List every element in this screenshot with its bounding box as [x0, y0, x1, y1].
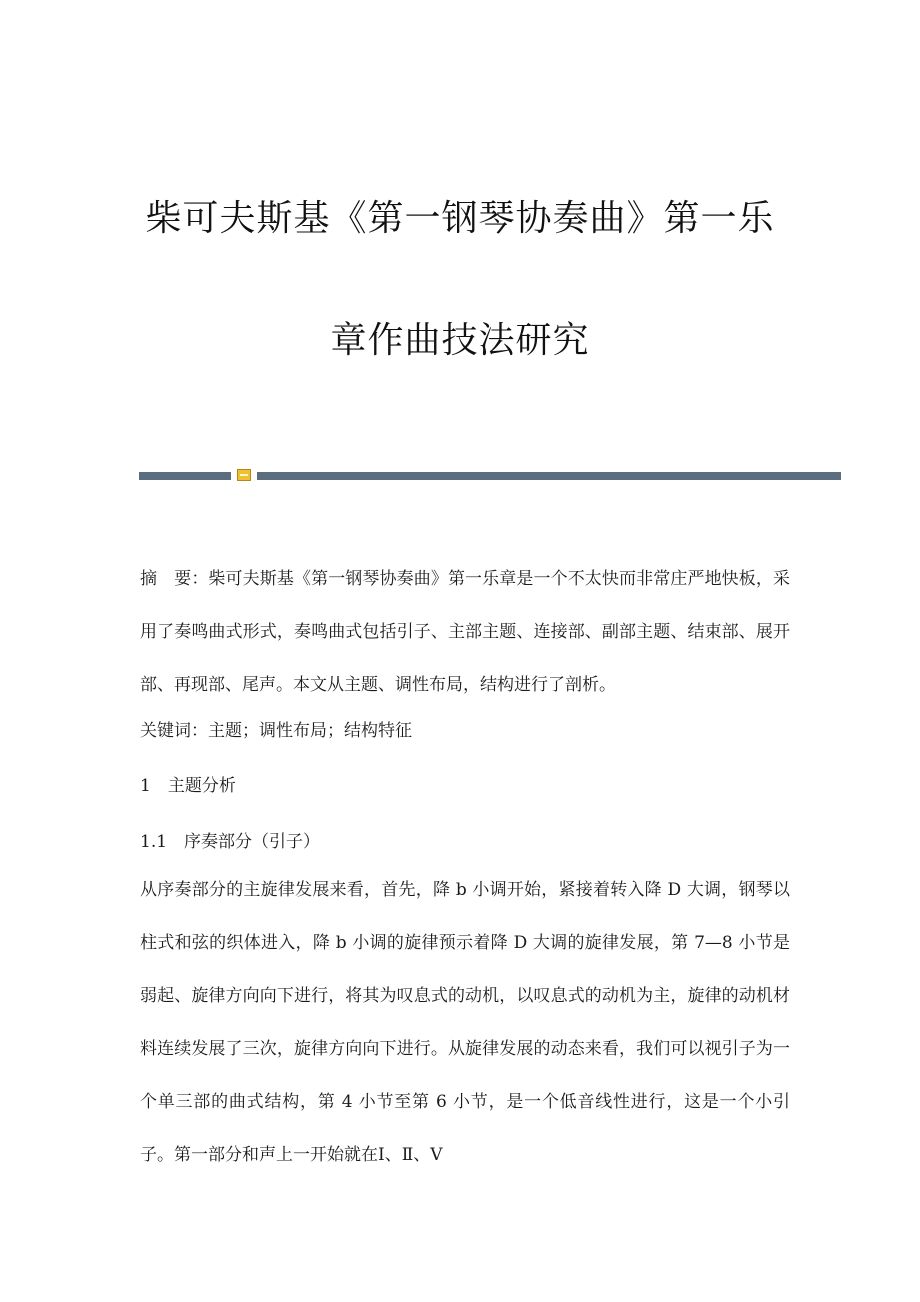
- keywords: 关键词：主题；调性布局；结构特征: [140, 721, 412, 741]
- title-divider: [139, 468, 841, 484]
- divider-bar-left: [139, 472, 231, 480]
- title-line-1: 柴可夫斯基《第一钢琴协奏曲》第一乐: [145, 198, 775, 239]
- divider-ornament-icon: [237, 469, 251, 481]
- divider-bar-right: [257, 472, 841, 480]
- title-line-2: 章作曲技法研究: [330, 320, 590, 361]
- section-heading-1: 1 主题分析: [140, 776, 236, 796]
- abstract: 摘 要：柴可夫斯基《第一钢琴协奏曲》第一乐章是一个不太快而非常庄严地快板，采用了奏鸣曲式形式，奏鸣曲式包括引子、主部主题、连接部、副部主题、结束部、展开部、再现部、尾声。本文从主题、调性布局，结构进行了剖析。: [140, 569, 790, 695]
- section-heading-1-1: 1.1 序奏部分（引子）: [140, 832, 321, 852]
- body-paragraph: 从序奏部分的主旋律发展来看，首先，降 b 小调开始，紧接着转入降 D 大调，钢琴以柱式和弦的织体进入，降 b 小调的旋律预示着降 D 大调的旋律发展，第 7—8 小节是弱起、旋律方向向下进行，将其为叹息式的动机，以叹息式的动机为主，旋律的动机材料连续发展了三次，旋律方向向下进行。从旋律发展的动态来看，我们可以视引子为一个单三部的曲式结构，第 4 小节至第 6 小节，是一个低音线性进行，这是一个小引子。第一部分和声上一开始就在Ⅰ、Ⅱ、Ⅴ: [140, 880, 790, 1165]
